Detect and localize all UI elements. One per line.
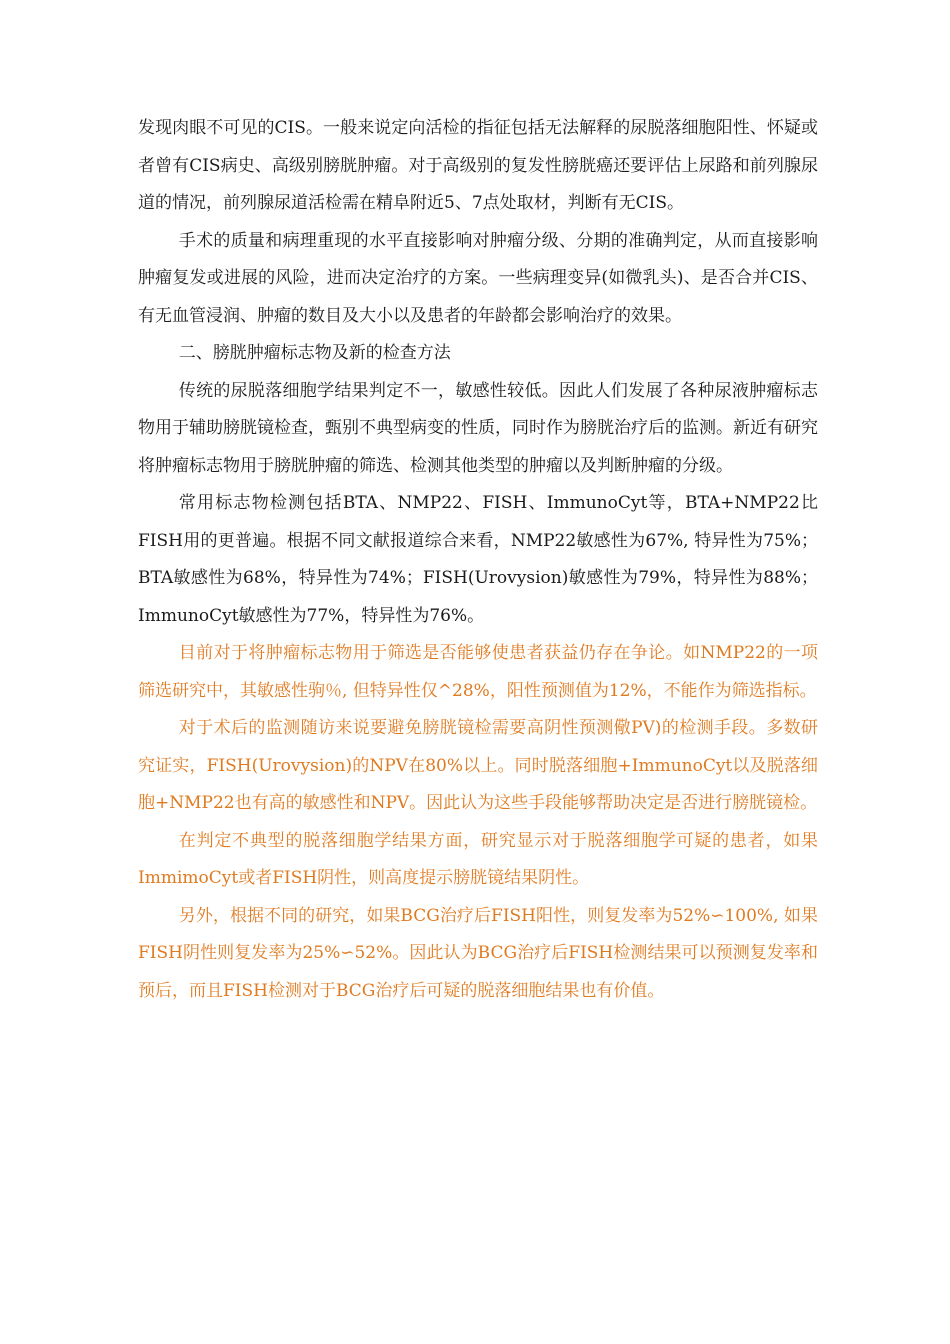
paragraph-1: 发现肉眼不可见的CIS。一般来说定向活检的指征包括无法解释的尿脱落细胞阳性、怀疑或者曾有CIS病史、高级别膀胱肿瘤。对于高级别的复发性膀胱癌还要评估上尿路和前列腺尿道的情况，前列腺尿道活检需在精阜附近5、7点处取材，判断有无CIS。: [138, 118, 818, 213]
highlighted-paragraph-4: 另外，根据不同的研究，如果BCG治疗后FISH阳性，则复发率为52%∽100%, 如果FISH阴性则复发率为25%∽52%。因此认为BCG治疗后FISH检测结果可以预测复发率和预后，而且FISH检测对于BCG治疗后可疑的脱落细胞结果也有价值。: [138, 905, 818, 1001]
section-heading: 二、膀胱肿瘤标志物及新的检查方法: [178, 343, 451, 363]
paragraph-4: 常用标志物检测包括BTA、NMP22、FISH、ImmunoCyt等，BTA+NMP22比FISH用的更普遍。根据不同文献报道综合来看，NMP22敏感性为67%, 特异性为75%；BTA敏感性为68%，特异性为74%；FISH(Urovysion)敏感性为79%，特异性为88%；ImmunoCyt敏感性为77%，特异性为76%。: [138, 493, 818, 626]
highlighted-paragraph-2: 对于术后的监测随访来说要避免膀胱镜检需要高阴性预测儆PV)的检测手段。多数研究证实，FISH(Urovysion)的NPV在80%以上。同时脱落细胞+ImmunoCyt以及脱落细胞+NMP22也有高的敏感性和NPV。因此认为这些手段能够帮助决定是否进行膀胱镜检。: [138, 718, 818, 813]
document-body: [138, 110, 818, 1010]
paragraph-2: 手术的质量和病理重现的水平直接影响对肿瘤分级、分期的准确判定，从而直接影响肿瘤复发或进展的风险，进而决定治疗的方案。一些病理变异(如微乳头)、是否合并CIS、有无血管浸润、肿瘤的数目及大小以及患者的年龄都会影响治疗的效果。: [138, 230, 818, 326]
highlighted-paragraph-1: 目前对于将肿瘤标志物用于筛选是否能够使患者获益仍存在争论。如NMP22的一项筛选研究中，其敏感性驹％, 但特异性仅^28%，阳性预测值为12%，不能作为筛选指标。: [138, 643, 818, 701]
paragraph-3: 传统的尿脱落细胞学结果判定不一，敏感性较低。因此人们发展了各种尿液肿瘤标志物用于辅助膀胱镜检查，甄别不典型病变的性质，同时作为膀胱治疗后的监测。新近有研究将肿瘤标志物用于膀胱肿瘤的筛选、检测其他类型的肿瘤以及判断肿瘤的分级。: [138, 380, 818, 476]
highlighted-paragraph-3: 在判定不典型的脱落细胞学结果方面，研究显示对于脱落细胞学可疑的患者，如果ImmimoCyt或者FISH阴性，则高度提示膀胱镜结果阴性。: [138, 830, 818, 888]
